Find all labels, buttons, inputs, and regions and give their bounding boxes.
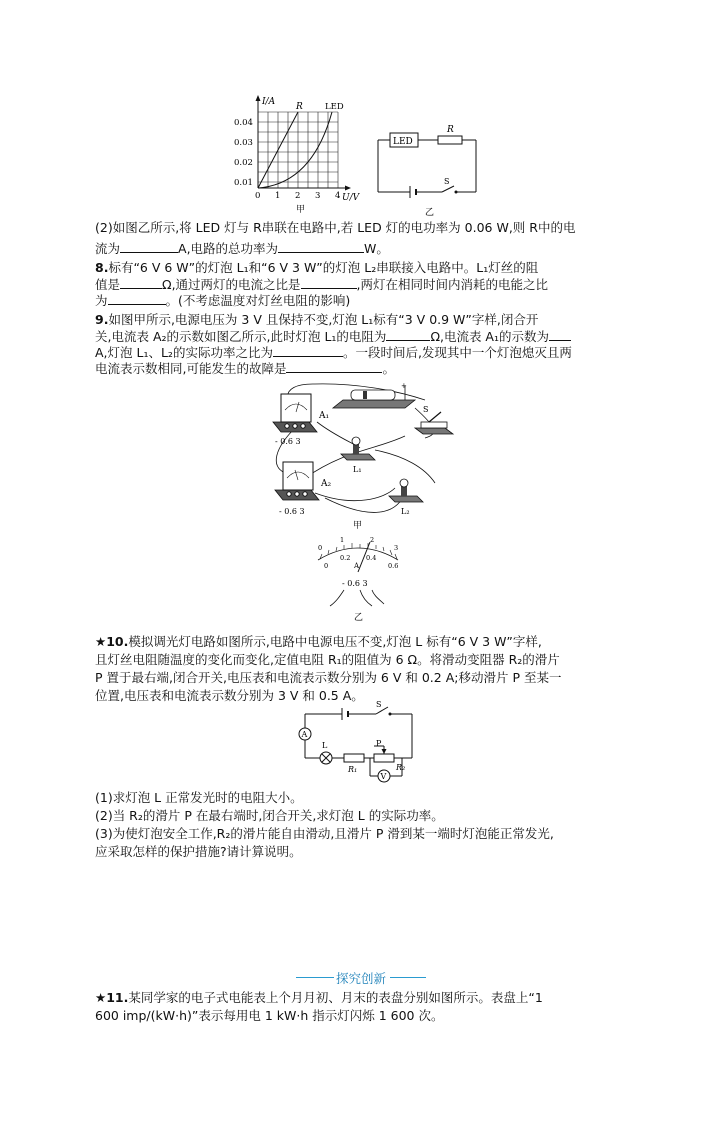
ammeter-dial-figure [310, 532, 410, 624]
dial-terminals: - 0.6 3 [342, 579, 368, 588]
scale-top: 0 [318, 544, 323, 552]
curve-led-label: LED [325, 102, 344, 112]
lamp-label: L [322, 741, 328, 750]
y-tick: 0.04 [234, 118, 253, 128]
l2-label: L₂ [401, 507, 410, 516]
svg-text:+: + [401, 382, 407, 390]
slider-arrow [382, 749, 387, 754]
curve-r-label: R [296, 102, 303, 112]
x-tick: 2 [295, 191, 301, 201]
q10-line1: ★10.模拟调光灯电路如图所示,电路中电源电压不变,灯泡 L 标有“6 V 3 W”字样, [95, 634, 542, 649]
q10-circuit-figure [290, 702, 425, 792]
q10-sub3a: (3)为使灯泡安全工作,R₂的滑片能自由滑动,且滑片 P 滑到某一端时灯泡能正常发光, [95, 826, 554, 841]
answer-blank[interactable] [120, 276, 162, 289]
answer-blank[interactable] [286, 360, 382, 373]
q9-line3: A,灯泡 L₁、L₂的实际功率之比为 。一段时间后,发现其中一个灯泡熄灭且两 [95, 345, 572, 360]
q10-line2: 且灯丝电阻随温度的变化而变化,定值电阻 R₁的阻值为 6 Ω。将滑动变阻器 R₂的滑片 [95, 652, 560, 667]
voltmeter-label: V [380, 772, 387, 781]
answer-blank[interactable] [278, 240, 364, 253]
ammeter-a2 [275, 462, 319, 500]
x-tick: 3 [315, 191, 321, 201]
q10-sub2: (2)当 R₂的滑片 P 在最右端时,闭合开关,求灯泡 L 的实际功率。 [95, 808, 444, 823]
scale-bottom: 0.2 [340, 554, 351, 562]
figure-caption: 乙 [425, 208, 435, 218]
led-label: LED [393, 137, 413, 147]
q11-line1: ★11.某同学家的电子式电能表上个月月初、月末的表盘分别如图所示。表盘上“1 [95, 990, 543, 1005]
a1-label: A₁ [319, 411, 330, 421]
q7-part2-line1: (2)如图乙所示,将 LED 灯与 R串联在电路中,若 LED 灯的电功率为 0.06 W,则 R中的电 [95, 220, 576, 235]
y-axis-arrow [256, 95, 261, 101]
figure-caption: 甲 [353, 521, 363, 531]
answer-blank[interactable] [120, 240, 178, 253]
scale-top: 2 [370, 536, 375, 544]
q8-line1: 8.标有“6 V 6 W”的灯泡 L₁和“6 V 3 W”的灯泡 L₂串联接入电路中。L₁灯丝的阻 [95, 260, 539, 275]
a2-label: A₂ [321, 479, 332, 489]
x-tick: 4 [335, 191, 341, 201]
resistor-r [438, 136, 462, 144]
x-tick: 1 [275, 191, 281, 201]
dial-unit: A [354, 562, 360, 570]
x-axis-label: U/V [342, 193, 360, 203]
answer-blank[interactable] [301, 276, 357, 289]
bulb-l2 [389, 479, 423, 502]
iu-graph-figure [232, 92, 360, 224]
y-axis-label: I/A [262, 97, 276, 107]
rheostat-r2 [374, 754, 394, 762]
scale-top: 1 [340, 536, 345, 544]
answer-blank[interactable] [549, 328, 571, 341]
x-axis-arrow [345, 186, 351, 191]
q9-physical-circuit-figure [265, 378, 475, 530]
switch-label: S [444, 177, 450, 186]
switch-label: S [376, 700, 382, 709]
answer-blank[interactable] [386, 328, 430, 341]
y-tick: 0.02 [234, 158, 253, 168]
q8-line2: 值是 Ω,通过两灯的电流之比是 ,两灯在相同时间内消耗的电能之比 [95, 277, 549, 292]
x-tick: 0 [255, 191, 261, 201]
scale-bottom: 0 [324, 562, 329, 570]
switch-label: S [423, 405, 429, 414]
q10-sub3b: 应采取怎样的保护措施?请计算说明。 [95, 844, 302, 859]
q9-line4: 电流表示数相同,可能发生的故障是 。 [95, 361, 395, 376]
q10-line3: P 置于最右端,闭合开关,电压表和电流表示数分别为 6 V 和 0.2 A;移动滑片 P 至某一 [95, 670, 562, 685]
figure-caption: 甲 [296, 205, 306, 215]
q7-part2-line2: 流为 A,电路的总功率为 W。 [95, 241, 389, 256]
a1-terminals: - 0.6 3 [275, 437, 301, 446]
section-title: 探究创新 [336, 971, 387, 986]
answer-blank[interactable] [273, 344, 343, 357]
switch-s [415, 412, 453, 434]
q9-line1: 9.如图甲所示,电源电压为 3 V 且保持不变,灯泡 L₁标有“3 V 0.9 W”字样,闭合开 [95, 312, 539, 327]
scale-bottom: 0.6 [388, 562, 399, 570]
scale-bottom: 0.4 [366, 554, 377, 562]
q9-line2: 关,电流表 A₂的示数如图乙所示,此时灯泡 L₁的电阻为 Ω,电流表 A₁的示数为 [95, 328, 571, 345]
a2-terminals: - 0.6 3 [279, 507, 305, 516]
l1-label: L₁ [353, 465, 362, 474]
switch-blade [442, 186, 454, 192]
q10-line4: 位置,电压表和电流表示数分别为 3 V 和 0.5 A。 [95, 688, 364, 703]
section-line-left [296, 977, 334, 978]
answer-blank[interactable] [108, 292, 166, 305]
section-header [296, 968, 426, 986]
section-line-right [390, 977, 426, 978]
scale-top: 3 [394, 544, 399, 552]
q10-sub1: (1)求灯泡 L 正常发光时的电阻大小。 [95, 790, 303, 805]
dial-arc [318, 548, 398, 560]
r1-label: R₁ [348, 765, 358, 774]
y-tick: 0.01 [234, 178, 253, 188]
q11-line2: 600 imp/(kW·h)”表示每用电 1 kW·h 指示灯闪烁 1 600 次。 [95, 1008, 444, 1023]
ammeter-label: A [301, 730, 308, 739]
y-tick: 0.03 [234, 138, 253, 148]
battery-holder [333, 382, 415, 408]
r2-label: R₂ [396, 763, 406, 772]
resistor-r1 [344, 754, 364, 762]
q8-line3: 为 。(不考虑温度对灯丝电阻的影响) [95, 293, 351, 308]
curve-led [258, 112, 332, 188]
r-label: R [447, 125, 454, 135]
graph-grid [258, 112, 338, 188]
ammeter-a1 [273, 394, 317, 432]
figure-caption: 乙 [354, 613, 364, 623]
led-circuit-figure [370, 120, 485, 220]
slider-label: P [376, 739, 382, 748]
